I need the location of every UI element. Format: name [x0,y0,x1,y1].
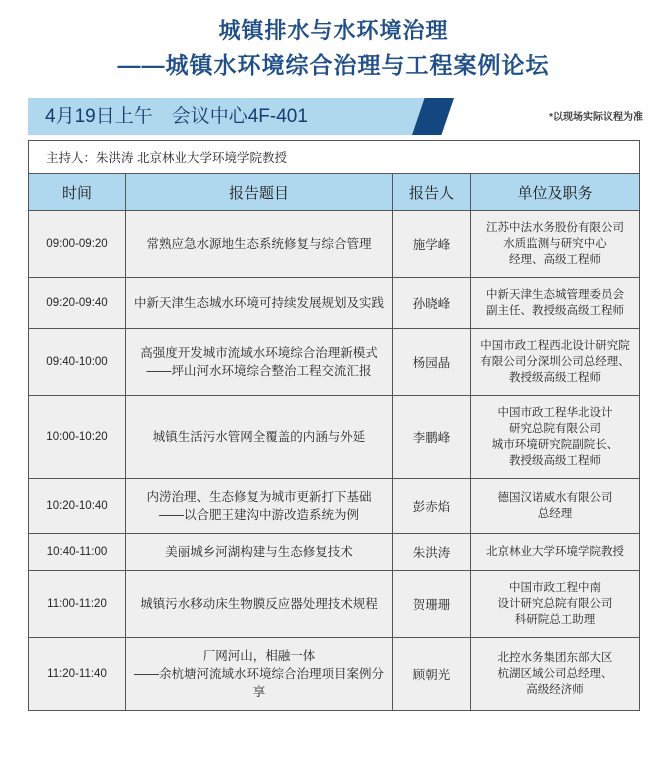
affiliation-line: 中新天津生态城管理委员会 [486,289,625,301]
affiliation-line: 有限公司分深圳公司总经理、 [480,356,630,368]
affiliation-line: 教授级高级工程师 [509,455,602,467]
cell-speaker: 杨园晶 [393,329,471,396]
affiliation-line: 教授级高级工程师 [509,372,602,384]
cell-affiliation [471,638,640,711]
table-row [29,396,640,479]
cell-topic [126,329,393,396]
cell-affiliation [471,396,640,479]
cell-affiliation [471,329,640,396]
cell-speaker: 孙晓峰 [393,278,471,329]
host-row [29,141,640,174]
cell-speaker: 彭赤焰 [393,479,471,534]
affiliation-line: 经理、高级工程师 [509,254,602,266]
cell-time: 11:20-11:40 [29,638,126,711]
cell-topic [126,479,393,534]
affiliation-line: 德国汉诺威水有限公司 [497,492,613,504]
topic-line: ——坪山河水环境综合整治工程交流汇报 [146,364,372,378]
topic-line: 常熟应急水源地生态系统修复与综合管理 [146,237,372,251]
cell-time: 10:20-10:40 [29,479,126,534]
topic-line: 美丽城乡河湖构建与生态修复技术 [165,545,353,559]
cell-speaker: 贺珊珊 [393,571,471,638]
cell-time: 10:40-11:00 [29,534,126,571]
column-header-topic: 报告题目 [126,174,393,211]
affiliation-line: 总经理 [537,508,573,520]
cell-time: 09:20-09:40 [29,278,126,329]
topic-line: 内涝治理、生态修复为城市更新打下基础 [146,490,372,504]
topic-line: 城镇生活污水管网全覆盖的内涵与外延 [152,430,366,444]
cell-time: 10:00-10:20 [29,396,126,479]
affiliation-line: 江苏中法水务股份有限公司 [486,222,625,234]
page-title-line-1: 城镇排水与水环境治理 [218,18,449,43]
affiliation-line: 中国市政工程华北设计 [497,407,613,419]
affiliation-line: 研究总院有限公司 [509,423,602,435]
cell-topic [126,534,393,571]
page-title-line-2: ——城镇水环境综合治理与工程案例论坛 [117,52,550,78]
affiliation-line: 杭湖区域公司总经理、 [497,668,613,680]
affiliation-line: 中国市政工程西北设计研究院 [480,340,630,352]
agenda-table [28,140,640,711]
cell-affiliation [471,571,640,638]
topic-line: ——以合肥王建沟中游改造系统为例 [158,508,359,522]
topic-line: ——余杭塘河流域水环境综合治理项目案例分享 [133,667,384,699]
column-header-time: 时间 [29,174,126,211]
topic-line: 高强度开发城市流域水环境综合治理新模式 [140,346,378,360]
table-row [29,278,640,329]
table-row [29,479,640,534]
table-header-row [29,174,640,211]
affiliation-line: 高级经济师 [526,684,584,696]
affiliation-line: 水质监测与研究中心 [503,238,607,250]
affiliation-line: 科研院总工助理 [514,614,596,626]
cell-speaker: 李鹏峰 [393,396,471,479]
cell-speaker: 顾朝光 [393,638,471,711]
affiliation-line: 北控水务集团东部大区 [497,652,613,664]
topic-line: 中新天津生态城水环境可持续发展规划及实践 [133,296,384,310]
cell-speaker: 施学峰 [393,211,471,278]
host-label: 主持人：朱洪涛 北京林业大学环境学院教授 [29,141,640,174]
topic-line: 厂网河山，相融一体 [202,649,316,663]
agenda-disclaimer-note: *以现场实际议程为准 [549,112,643,123]
column-header-speaker: 报告人 [393,174,471,211]
table-row [29,534,640,571]
cell-affiliation [471,211,640,278]
table-row [29,638,640,711]
session-banner [0,98,667,135]
affiliation-line: 设计研究总院有限公司 [497,598,613,610]
cell-time: 09:40-10:00 [29,329,126,396]
cell-topic [126,278,393,329]
page-title [0,0,667,82]
agenda-table-body [29,211,640,711]
cell-time: 11:00-11:20 [29,571,126,638]
cell-affiliation [471,534,640,571]
affiliation-line: 北京林业大学环境学院教授 [486,546,625,558]
session-datetime-location: 4月19日上午 会议中心4F-401 [45,106,308,127]
table-row [29,329,640,396]
affiliation-line: 副主任、教授级高级工程师 [486,305,625,317]
cell-time: 09:00-09:20 [29,211,126,278]
cell-topic [126,571,393,638]
topic-line: 城镇污水移动床生物膜反应器处理技术规程 [140,597,378,611]
cell-topic [126,396,393,479]
column-header-affiliation: 单位及职务 [471,174,640,211]
affiliation-line: 城市环境研究院副院长、 [491,439,619,451]
cell-affiliation [471,278,640,329]
table-row [29,571,640,638]
cell-topic [126,211,393,278]
cell-speaker: 朱洪涛 [393,534,471,571]
cell-affiliation [471,479,640,534]
affiliation-line: 中国市政工程中南 [509,582,602,594]
cell-topic [126,638,393,711]
table-row [29,211,640,278]
